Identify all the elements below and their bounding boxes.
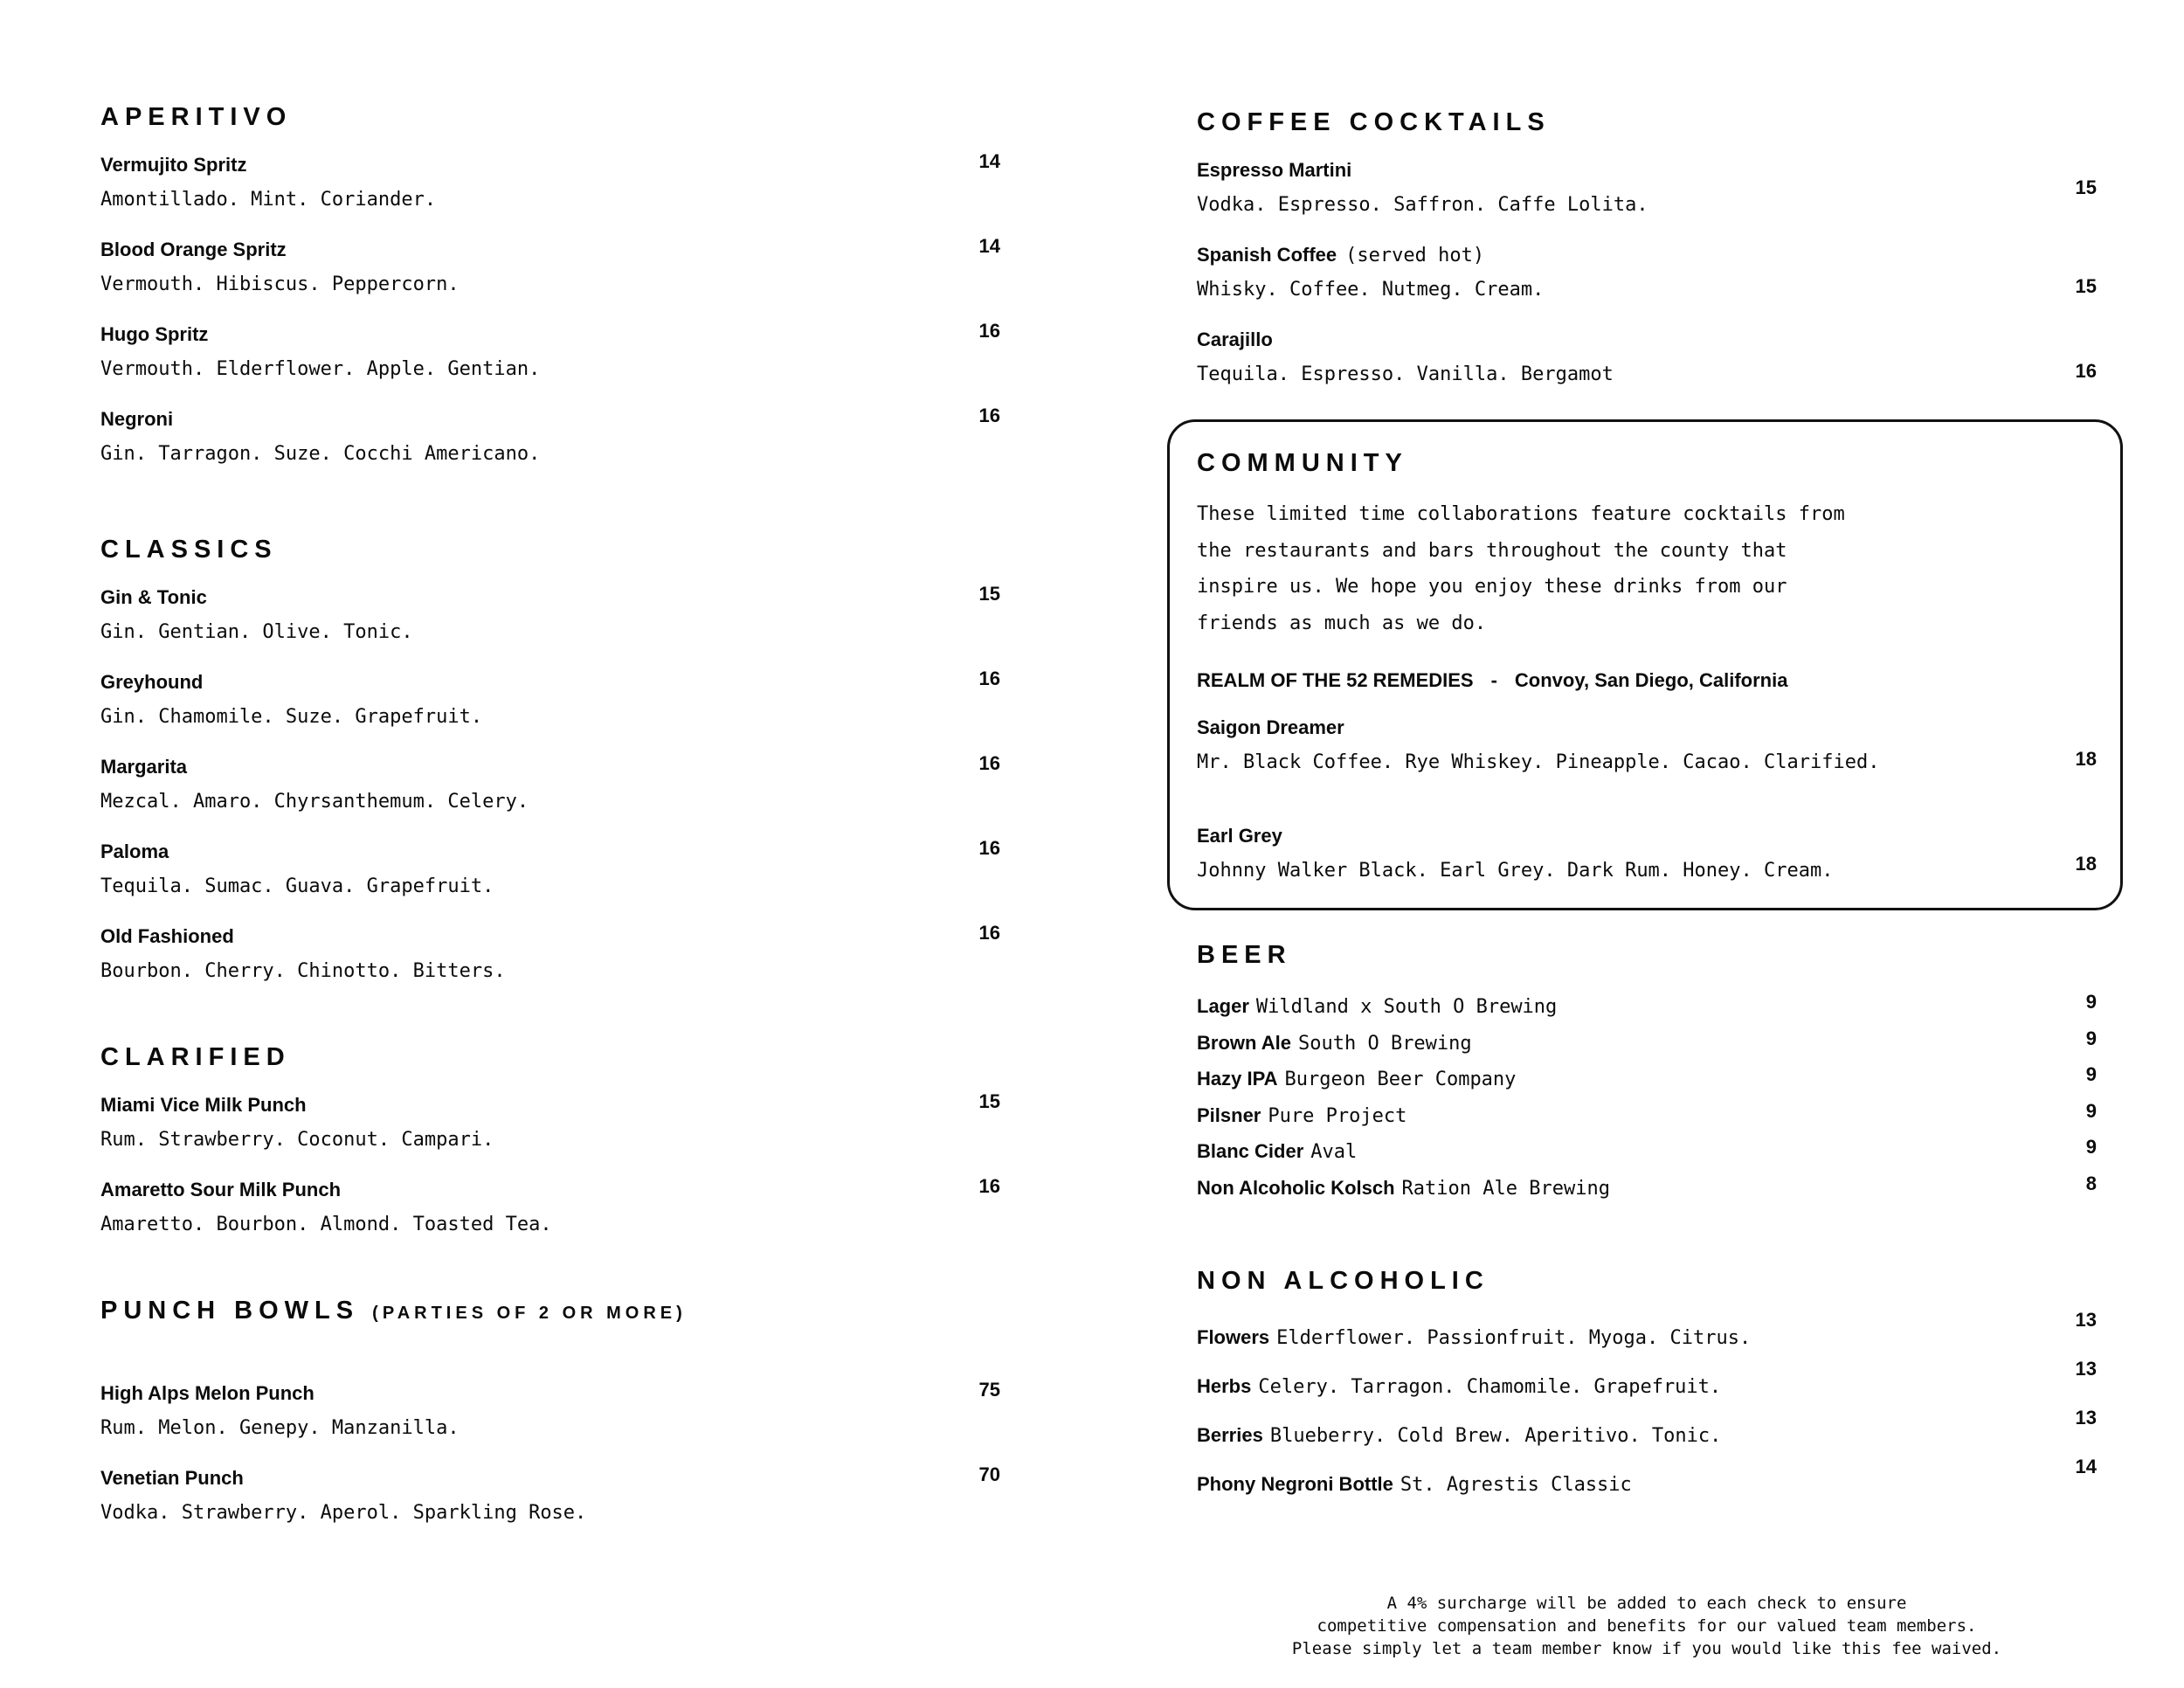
beer-row [1197,1061,2097,1097]
item-price: 75 [978,1379,1000,1401]
item-name: Venetian Punch [100,1467,244,1489]
item-name: Margarita [100,756,188,778]
item-description: Gin. Tarragon. Suze. Cocchi Americano. [100,443,541,465]
item-price: 14 [978,150,1000,172]
section-classics [100,532,1000,1008]
item-description: Ration Ale Brewing [1401,1177,1610,1200]
item-price: 9 [2085,1063,2097,1085]
item-price: 15 [978,583,1000,605]
section-coffee-cocktails [1197,105,2097,412]
item-note: (served hot) [1345,245,1485,266]
item-name: Phony Negroni Bottle [1197,1473,1393,1495]
item-name-text: Spanish Coffee [1197,244,1337,266]
item-description: Mezcal. Amaro. Chyrsanthemum. Celery. [100,791,529,813]
item-description: Wildland x South O Brewing [1255,996,1558,1018]
section-title: NON ALCOHOLIC [1197,1267,1489,1295]
item-description: Bourbon. Cherry. Chinotto. Bitters. [100,960,506,982]
item-price: 18 [2075,748,2097,770]
item-price: 16 [978,837,1000,859]
non-alcoholic-row [1197,1309,2097,1373]
item-name: Hugo Spritz [100,323,209,345]
item-price: 13 [2075,1358,2097,1380]
section-title: COFFEE COCKTAILS [1197,108,1551,136]
section-title-main: PUNCH BOWLS [100,1297,360,1325]
item-name: Hazy IPA [1197,1068,1278,1090]
item-name: Flowers [1197,1326,1270,1348]
menu-item [1197,157,2097,242]
item-description: Blueberry. Cold Brew. Aperitivo. Tonic. [1269,1425,1722,1447]
item-name: Amaretto Sour Milk Punch [100,1179,342,1200]
item-price: 15 [978,1090,1000,1112]
section-non-alcoholic [1197,1263,2097,1520]
item-name: Non Alcoholic Kolsch [1197,1176,1395,1199]
item-price: 9 [2085,1099,2097,1122]
menu-item [100,924,1000,1008]
non-alcoholic-row [1197,1407,2097,1471]
menu-item [100,237,1000,322]
item-name: Lager [1197,995,1249,1017]
item-price: 9 [2085,1027,2097,1049]
item-description: Vodka. Strawberry. Aperol. Sparkling Rose. [100,1502,587,1524]
community-intro: These limited time collaborations feature cocktails from the restaurants and bars throughout the county that inspire us. We hope you enjoy these drinks from our friends as much as we do. [1197,503,1845,634]
item-name: Greyhound [100,671,204,693]
item-name: Paloma [100,841,169,862]
item-price: 15 [2075,176,2097,198]
menu-item [1197,823,2097,908]
item-name: Miami Vice Milk Punch [100,1094,307,1116]
item-price: 9 [2085,1136,2097,1158]
menu-item [100,1380,1000,1465]
beer-row [1197,1133,2097,1170]
item-name: Gin & Tonic [100,586,207,608]
section-title: COMMUNITY [1197,449,1408,477]
section-aperitivo [100,100,1000,491]
item-price: 13 [2075,1407,2097,1429]
item-description: South O Brewing [1297,1032,1472,1055]
section-beer [1197,937,2097,1206]
item-name: High Alps Melon Punch [100,1382,314,1404]
feature-location: Convoy, San Diego, California [1514,669,1788,691]
beer-row [1197,1025,2097,1062]
item-price: 16 [978,922,1000,944]
item-price: 16 [978,668,1000,689]
item-price: 70 [978,1463,1000,1485]
item-description: Burgeon Beer Company [1284,1069,1517,1090]
menu-item [100,669,1000,754]
menu-item [100,754,1000,839]
menu-item [1197,327,2097,412]
item-name: Vermujito Spritz [100,154,247,176]
menu-item [100,406,1000,491]
item-price: 16 [978,320,1000,342]
item-name: Blood Orange Spritz [100,239,287,260]
item-name: Carajillo [1197,329,1273,350]
item-price: 13 [2075,1309,2097,1331]
menu-item [100,585,1000,669]
item-name: Pilsner [1197,1103,1261,1126]
menu-item [100,1177,1000,1262]
section-title: CLARIFIED [100,1043,291,1071]
item-price: 16 [2075,360,2097,382]
item-description: Whisky. Coffee. Nutmeg. Cream. [1197,279,1545,301]
menu-item [100,1465,1000,1550]
item-name: Negroni [100,408,174,430]
item-description: Gin. Gentian. Olive. Tonic. [100,621,413,643]
menu-item [100,322,1000,406]
item-name: Berries [1197,1424,1263,1446]
section-community [1197,446,2097,908]
item-description: Johnny Walker Black. Earl Grey. Dark Rum. Honey. Cream. [1197,860,1834,882]
item-name: Brown Ale [1197,1031,1291,1054]
non-alcoholic-row [1197,1456,2097,1520]
menu-item [100,152,1000,237]
item-description: Pure Project [1268,1104,1407,1127]
item-description: Vermouth. Hibiscus. Peppercorn. [100,273,460,295]
beer-row [1197,988,2097,1025]
beer-row [1197,1170,2097,1207]
item-name: Old Fashioned [100,925,234,947]
item-description: Vermouth. Elderflower. Apple. Gentian. [100,358,541,380]
item-description: Elderflower. Passionfruit. Myoga. Citrus. [1276,1327,1752,1349]
item-price: 15 [2075,275,2097,297]
item-description: Celery. Tarragon. Chamomile. Grapefruit. [1258,1376,1722,1398]
item-price: 18 [2075,853,2097,875]
surcharge-line: Please simply let a team member know if you would like this fee waived. [1291,1639,2002,1658]
item-price: 16 [978,405,1000,426]
section-subtitle: (PARTIES OF 2 OR MORE) [372,1304,687,1323]
item-description: Vodka. Espresso. Saffron. Caffe Lolita. [1197,194,1648,216]
item-price: 8 [2085,1172,2097,1194]
community-feature [1197,668,2097,694]
item-name: Blanc Cider [1197,1140,1304,1162]
surcharge-notice [1197,1592,2097,1660]
non-alcoholic-row [1197,1358,2097,1422]
item-name: Herbs [1197,1375,1252,1397]
beer-row [1197,1097,2097,1134]
item-description: Tequila. Sumac. Guava. Grapefruit. [100,875,494,897]
section-clarified [100,1040,1000,1262]
section-title: BEER [1197,941,1292,969]
feature-separator: - [1490,669,1497,691]
menu-item [100,1092,1000,1177]
menu-item [1197,242,2097,327]
item-description: Amontillado. Mint. Coriander. [100,189,437,211]
section-title: APERITIVO [100,103,293,131]
menu-item [100,839,1000,924]
item-description: Gin. Chamomile. Suze. Grapefruit. [100,706,483,728]
item-name: Earl Grey [1197,825,1282,847]
item-description: St. Agrestis Classic [1400,1474,1632,1496]
feature-name: REALM OF THE 52 REMEDIES [1197,669,1474,691]
item-name: Saigon Dreamer [1197,716,1344,738]
item-name: Espresso Martini [1197,159,1352,181]
section-title [100,1293,1000,1328]
item-price: 16 [978,1175,1000,1197]
item-description: Mr. Black Coffee. Rye Whiskey. Pineapple. Cacao. Clarified. [1197,751,1880,773]
surcharge-line: A 4% surcharge will be added to each check to ensure [1386,1594,1907,1613]
section-title: CLASSICS [100,536,278,564]
item-description: Rum. Strawberry. Coconut. Campari. [100,1129,494,1151]
item-price: 16 [978,752,1000,774]
item-description: Amaretto. Bourbon. Almond. Toasted Tea. [100,1214,552,1235]
menu-item [1197,715,2097,823]
item-name [1197,242,1484,269]
item-description: Aval [1310,1141,1358,1163]
item-price: 9 [2085,991,2097,1013]
item-price: 14 [978,235,1000,257]
item-description: Rum. Melon. Genepy. Manzanilla. [100,1417,460,1439]
section-punch-bowls [100,1293,1000,1550]
item-price: 14 [2075,1456,2097,1477]
surcharge-line: competitive compensation and benefits for our valued team members. [1317,1616,1977,1636]
item-description: Tequila. Espresso. Vanilla. Bergamot [1197,363,1614,385]
